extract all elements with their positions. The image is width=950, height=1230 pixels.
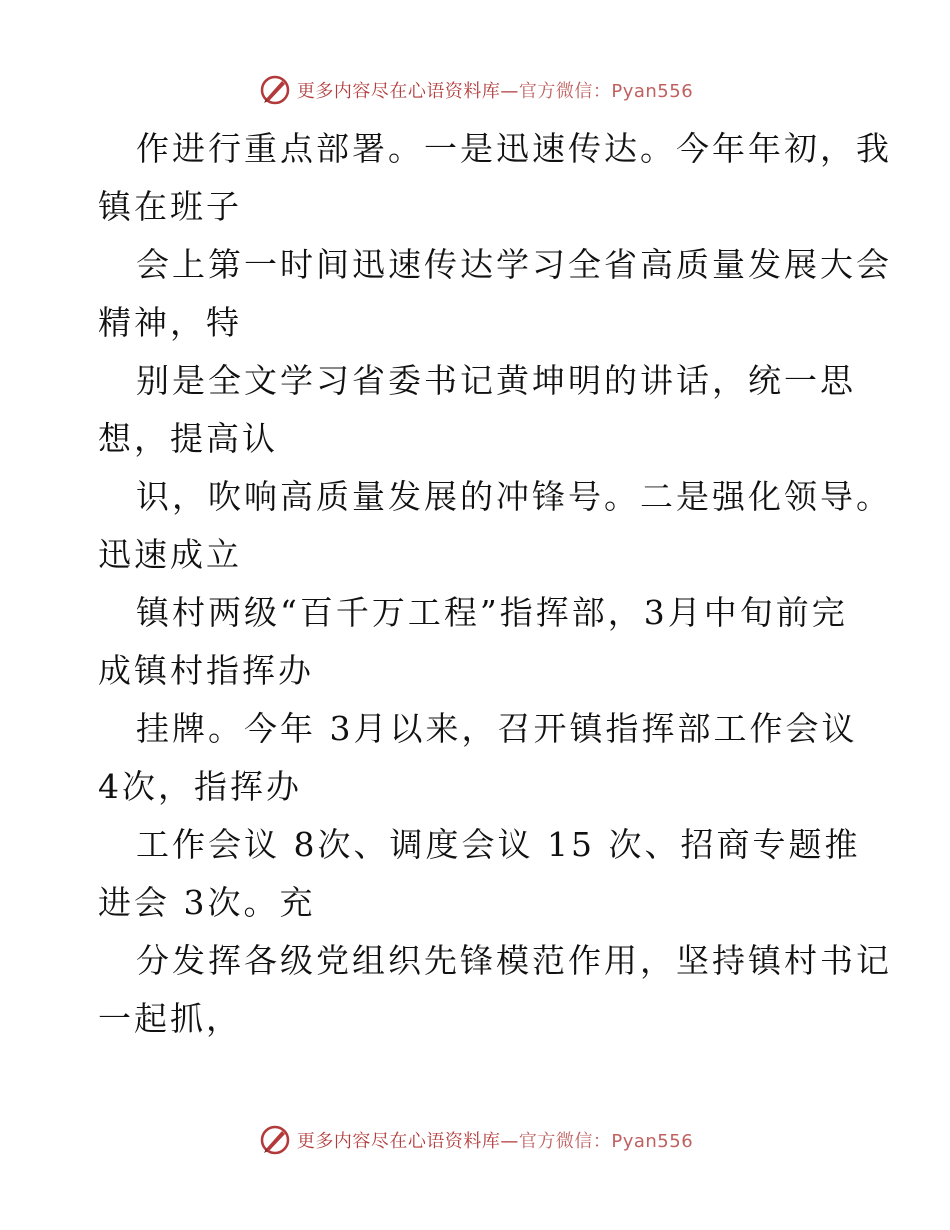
- body-line: 别是全文学习省委书记黄坤明的讲话，统一思: [136, 361, 856, 400]
- watermark-text: [297, 1127, 693, 1153]
- body-line: 会上第一时间迅速传达学习全省高质量发展大会: [136, 245, 892, 284]
- body-line: 精神，特: [98, 303, 242, 342]
- document-body: [98, 120, 892, 1048]
- watermark-main-text: 更多内容尽在心语资料库—: [296, 1131, 519, 1152]
- body-line: 作进行重点部署。一是迅速传达。今年年初，我: [136, 129, 892, 168]
- body-line: 进会 3次。充: [98, 883, 316, 922]
- watermark-wechat-text: 官方微信：Pyan556: [518, 1131, 694, 1152]
- watermark-text: [297, 77, 693, 103]
- footer-watermark: [0, 1120, 950, 1160]
- body-line: 一起抓，: [98, 999, 242, 1038]
- body-line: 迅速成立: [98, 535, 242, 574]
- body-line: 识，吹响高质量发展的冲锋号。二是强化领导。: [136, 477, 892, 516]
- body-line: 想，提高认: [98, 419, 278, 458]
- body-line: 挂牌。今年 3月以来，召开镇指挥部工作会议: [136, 709, 858, 748]
- body-line: 工作会议 8次、调度会议 15 次、招商专题推: [136, 825, 861, 864]
- body-line: 分发挥各级党组织先锋模范作用，坚持镇村书记: [136, 941, 892, 980]
- body-line: 镇在班子: [98, 187, 242, 226]
- quill-pen-logo-icon: [257, 72, 293, 108]
- body-line: 镇村两级“百千万工程”指挥部，3月中旬前完: [136, 593, 848, 632]
- quill-pen-logo-icon: [257, 1122, 293, 1158]
- watermark-main-text: 更多内容尽在心语资料库—: [296, 81, 519, 102]
- body-line: 成镇村指挥办: [98, 651, 314, 690]
- body-line: 4次，指挥办: [98, 767, 302, 806]
- watermark-wechat-text: 官方微信：Pyan556: [518, 81, 694, 102]
- header-watermark: [0, 70, 950, 110]
